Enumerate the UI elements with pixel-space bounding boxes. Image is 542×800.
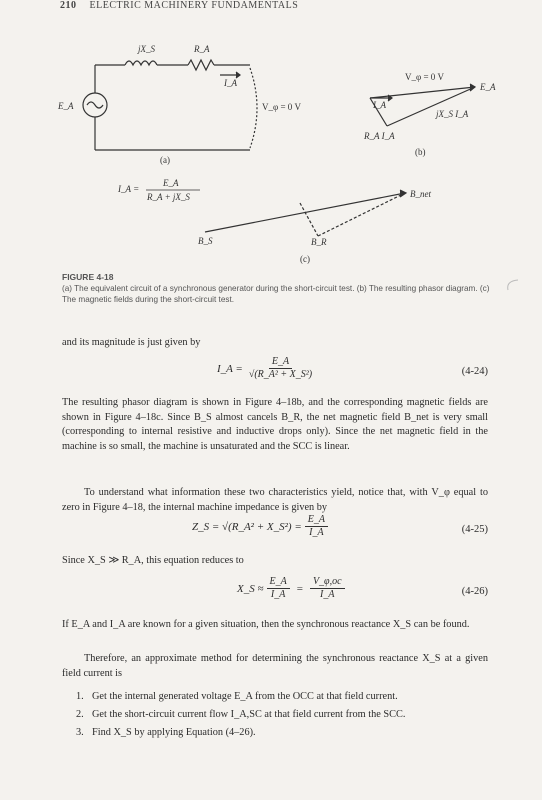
list-item-3-text: Find X_S by applying Equation (4–26). — [92, 727, 256, 738]
figure-caption-text: (a) The equivalent circuit of a synchronous generator during the short-circuit test. (b) The resulting phasor diagram. (c) The magnetic fields during the short-circuit test. — [62, 284, 490, 304]
label-ea: E_A — [58, 101, 74, 111]
figure-caption-label: FIGURE 4-18 — [62, 272, 114, 282]
formula-lhs: I_A = — [118, 184, 140, 194]
eq3-lhs: X_S ≈ — [237, 582, 264, 595]
label-vphi-b: V_φ = 0 V — [405, 72, 445, 82]
formula-num: E_A — [163, 178, 179, 188]
paragraph-2: The resulting phasor diagram is shown in Figure 4–18b, and the corresponding magnetic fields are shown in Figure 4–18c. Since B_S almost cancels B_R, the net magnetic field B_net is very small (corresponding to internal resistive and inductive drops only). Since the net magnetic field in the machine is so small, the machine is unsaturated and the SCC is linear. — [62, 397, 488, 452]
paragraph-6: Therefore, an approximate method for determining the synchronous reactance X_S at a given field current is — [62, 653, 488, 679]
eq3-mid: = — [296, 582, 303, 595]
eq3-den2: I_A — [320, 589, 335, 600]
formula-den: R_A + jX_S — [147, 192, 190, 202]
list-item-2-text: Get the short-circuit current flow I_A,SC at that field current from the SCC. — [92, 709, 406, 720]
list-item-2 — [76, 708, 496, 722]
caption-a: (a) — [160, 155, 170, 165]
caption-c: (c) — [300, 254, 310, 264]
label-vphi-a: V_φ = 0 V — [262, 102, 302, 112]
equation-4-24 — [62, 356, 488, 392]
eq3-den1: I_A — [270, 589, 286, 600]
paragraph-5: If E_A and I_A are known for a given situation, then the synchronous reactance X_S can be found. — [62, 619, 470, 630]
label-ia: I_A — [224, 78, 237, 88]
paragraph-4: Since X_S ≫ R_A, this equation reduces to — [62, 555, 244, 566]
running-title: ELECTRIC MACHINERY FUNDAMENTALS — [89, 0, 299, 11]
panel-c-fields — [205, 190, 406, 236]
panel-a-circuit — [83, 60, 257, 150]
page-number: 210 — [60, 0, 77, 11]
list-item-1-number: 1. — [76, 691, 84, 702]
equation-4-25 — [62, 514, 488, 550]
eq1-den: √(R_A² + X_S²) — [248, 369, 313, 380]
eq2-number: (4-25) — [461, 524, 488, 535]
eq1-number: (4-24) — [461, 366, 488, 377]
list-item-3 — [76, 726, 496, 740]
caption-b: (b) — [415, 147, 426, 157]
phasor-jxsia — [387, 87, 475, 126]
eq2-den: I_A — [309, 527, 324, 538]
page-curl-mark — [500, 278, 520, 292]
equation-4-26 — [62, 576, 488, 612]
eq1-lhs: I_A = — [217, 362, 243, 375]
list-item-1-text: Get the internal generated voltage E_A from the OCC at that field current. — [92, 691, 398, 702]
eq1-num: E_A — [269, 356, 292, 369]
label-bs: B_S — [198, 236, 213, 246]
inductor-xs — [125, 61, 157, 65]
eq3-num2: V_φ,oc — [310, 576, 345, 589]
label-ra: R_A — [194, 44, 210, 54]
label-xs: jX_S — [138, 44, 155, 54]
label-bnet: B_net — [410, 189, 431, 199]
resistor-ra — [188, 60, 214, 70]
paragraph-3: To understand what information these two characteristics yield, notice that, with V_φ equal to zero in Figure 4–18, the internal machine impedance is given by — [62, 487, 488, 513]
vector-bs — [300, 203, 318, 236]
eq3-num1: E_A — [267, 576, 290, 589]
label-jxsia: jX_S I_A — [436, 109, 469, 119]
sine-symbol — [87, 102, 103, 108]
label-ia-b: I_A — [373, 100, 386, 110]
label-br: B_R — [311, 237, 327, 247]
figure-caption — [62, 272, 502, 305]
vector-br — [318, 193, 405, 236]
list-item-3-number: 3. — [76, 727, 84, 738]
figure-4-18 — [0, 0, 542, 270]
eq3-number: (4-26) — [461, 586, 488, 597]
list-item-1 — [76, 690, 496, 704]
eq2-lhs: Z_S = √(R_A² + X_S²) = — [192, 520, 302, 533]
list-item-2-number: 2. — [76, 709, 84, 720]
label-raia: R_A I_A — [364, 131, 395, 141]
paragraph-1: and its magnitude is just given by — [62, 337, 201, 348]
eq2-num: E_A — [305, 514, 328, 527]
label-ea-b: E_A — [480, 82, 496, 92]
phasor-ea — [370, 87, 475, 98]
